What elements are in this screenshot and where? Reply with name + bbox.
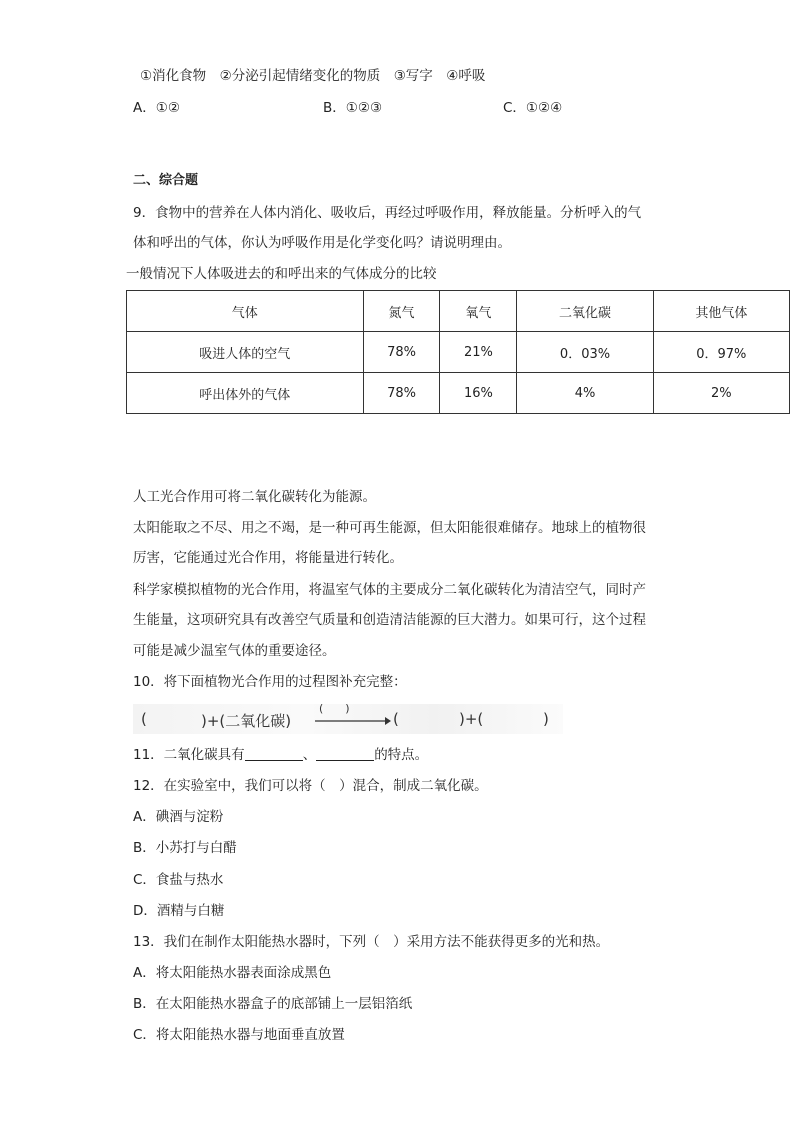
gas-comparison-table [126, 290, 790, 414]
q11-prefix: 11．二氧化碳具有 [133, 747, 245, 763]
passage-line: 科学家模拟植物的光合作用，将温室气体的主要成分二氧化碳转化为清洁空气，同时产 [133, 582, 646, 598]
passage-line: 太阳能取之不尽、用之不竭，是一种可再生能源，但太阳能很难储存。地球上的植物很 [133, 520, 646, 536]
q8-items: ①消化食物 ②分泌引起情绪变化的物质 ③写字 ④呼吸 [140, 68, 486, 84]
table-header-row [127, 291, 790, 332]
table-header: 二氧化碳 [517, 291, 653, 332]
diagram-left-paren: ( [141, 710, 147, 728]
table-row [127, 332, 790, 373]
q11-separator: 、 [302, 747, 317, 763]
diagram-right-paren-1: ( [393, 710, 399, 728]
table-row [127, 373, 790, 414]
table-cell: 16% [440, 373, 517, 414]
q11-blank-2[interactable] [316, 746, 374, 761]
table-cell: 78% [363, 373, 440, 414]
diagram-arrow-label: ( ) [319, 702, 350, 715]
q9-line1: 9．食物中的营养在人体内消化、吸收后，再经过呼吸作用，释放能量。分析呼入的气 [133, 205, 642, 221]
q12-option-c: C．食盐与热水 [133, 872, 224, 888]
passage-line: 厉害，它能通过光合作用，将能量进行转化。 [133, 550, 403, 566]
diagram-right-paren-3: ) [543, 710, 549, 728]
passage-line: 人工光合作用可将二氧化碳转化为能源。 [133, 489, 376, 505]
q8-option-a: A．①② [133, 100, 180, 116]
q13-option-a: A．将太阳能热水器表面涂成黑色 [133, 965, 332, 981]
diagram-right-paren-2: )+( [459, 710, 484, 728]
table-header: 氮气 [363, 291, 440, 332]
arrow-icon [315, 716, 391, 726]
q12-option-a: A．碘酒与淀粉 [133, 809, 224, 825]
q8-options [133, 98, 562, 118]
q12-text: 12．在实验室中，我们可以将（ ）混合，制成二氧化碳。 [133, 778, 488, 794]
photosynthesis-diagram [133, 704, 563, 734]
q8-option-b: B．①②③ [323, 100, 383, 116]
table-cell: 0．03% [517, 332, 653, 373]
table-cell: 2% [653, 373, 789, 414]
q11-text [133, 745, 428, 765]
table-cell: 78% [363, 332, 440, 373]
table-title: 一般情况下人体吸进去的和呼出来的气体成分的比较 [126, 266, 437, 282]
q11-suffix: 的特点。 [374, 747, 429, 763]
table-cell: 4% [517, 373, 653, 414]
q12-option-b: B．小苏打与白醋 [133, 840, 237, 856]
table-header: 气体 [127, 291, 364, 332]
q13-text: 13．我们在制作太阳能热水器时，下列（ ）采用方法不能获得更多的光和热。 [133, 934, 610, 950]
passage-line: 可能是减少温室气体的重要途径。 [133, 643, 336, 659]
table-header: 其他气体 [653, 291, 789, 332]
section-title: 二、综合题 [133, 173, 199, 188]
table-cell: 0．97% [653, 332, 789, 373]
q13-option-c: C．将太阳能热水器与地面垂直放置 [133, 1027, 345, 1043]
q11-blank-1[interactable] [245, 746, 303, 761]
q10-text: 10．将下面植物光合作用的过程图补充完整： [133, 674, 407, 690]
table-cell: 吸进人体的空气 [127, 332, 364, 373]
table-cell: 呼出体外的气体 [127, 373, 364, 414]
q8-option-c: C．①②④ [503, 100, 563, 116]
table-cell: 21% [440, 332, 517, 373]
diagram-co2: )+(二氧化碳) [201, 712, 292, 730]
q13-option-b: B．在太阳能热水器盒子的底部铺上一层铝箔纸 [133, 996, 413, 1012]
table-header: 氧气 [440, 291, 517, 332]
q12-option-d: D．酒精与白糖 [133, 903, 225, 919]
passage-line: 生能量，这项研究具有改善空气质量和创造清洁能源的巨大潜力。如果可行，这个过程 [133, 612, 646, 628]
q9-line2: 体和呼出的气体，你认为呼吸作用是化学变化吗？请说明理由。 [133, 235, 511, 251]
